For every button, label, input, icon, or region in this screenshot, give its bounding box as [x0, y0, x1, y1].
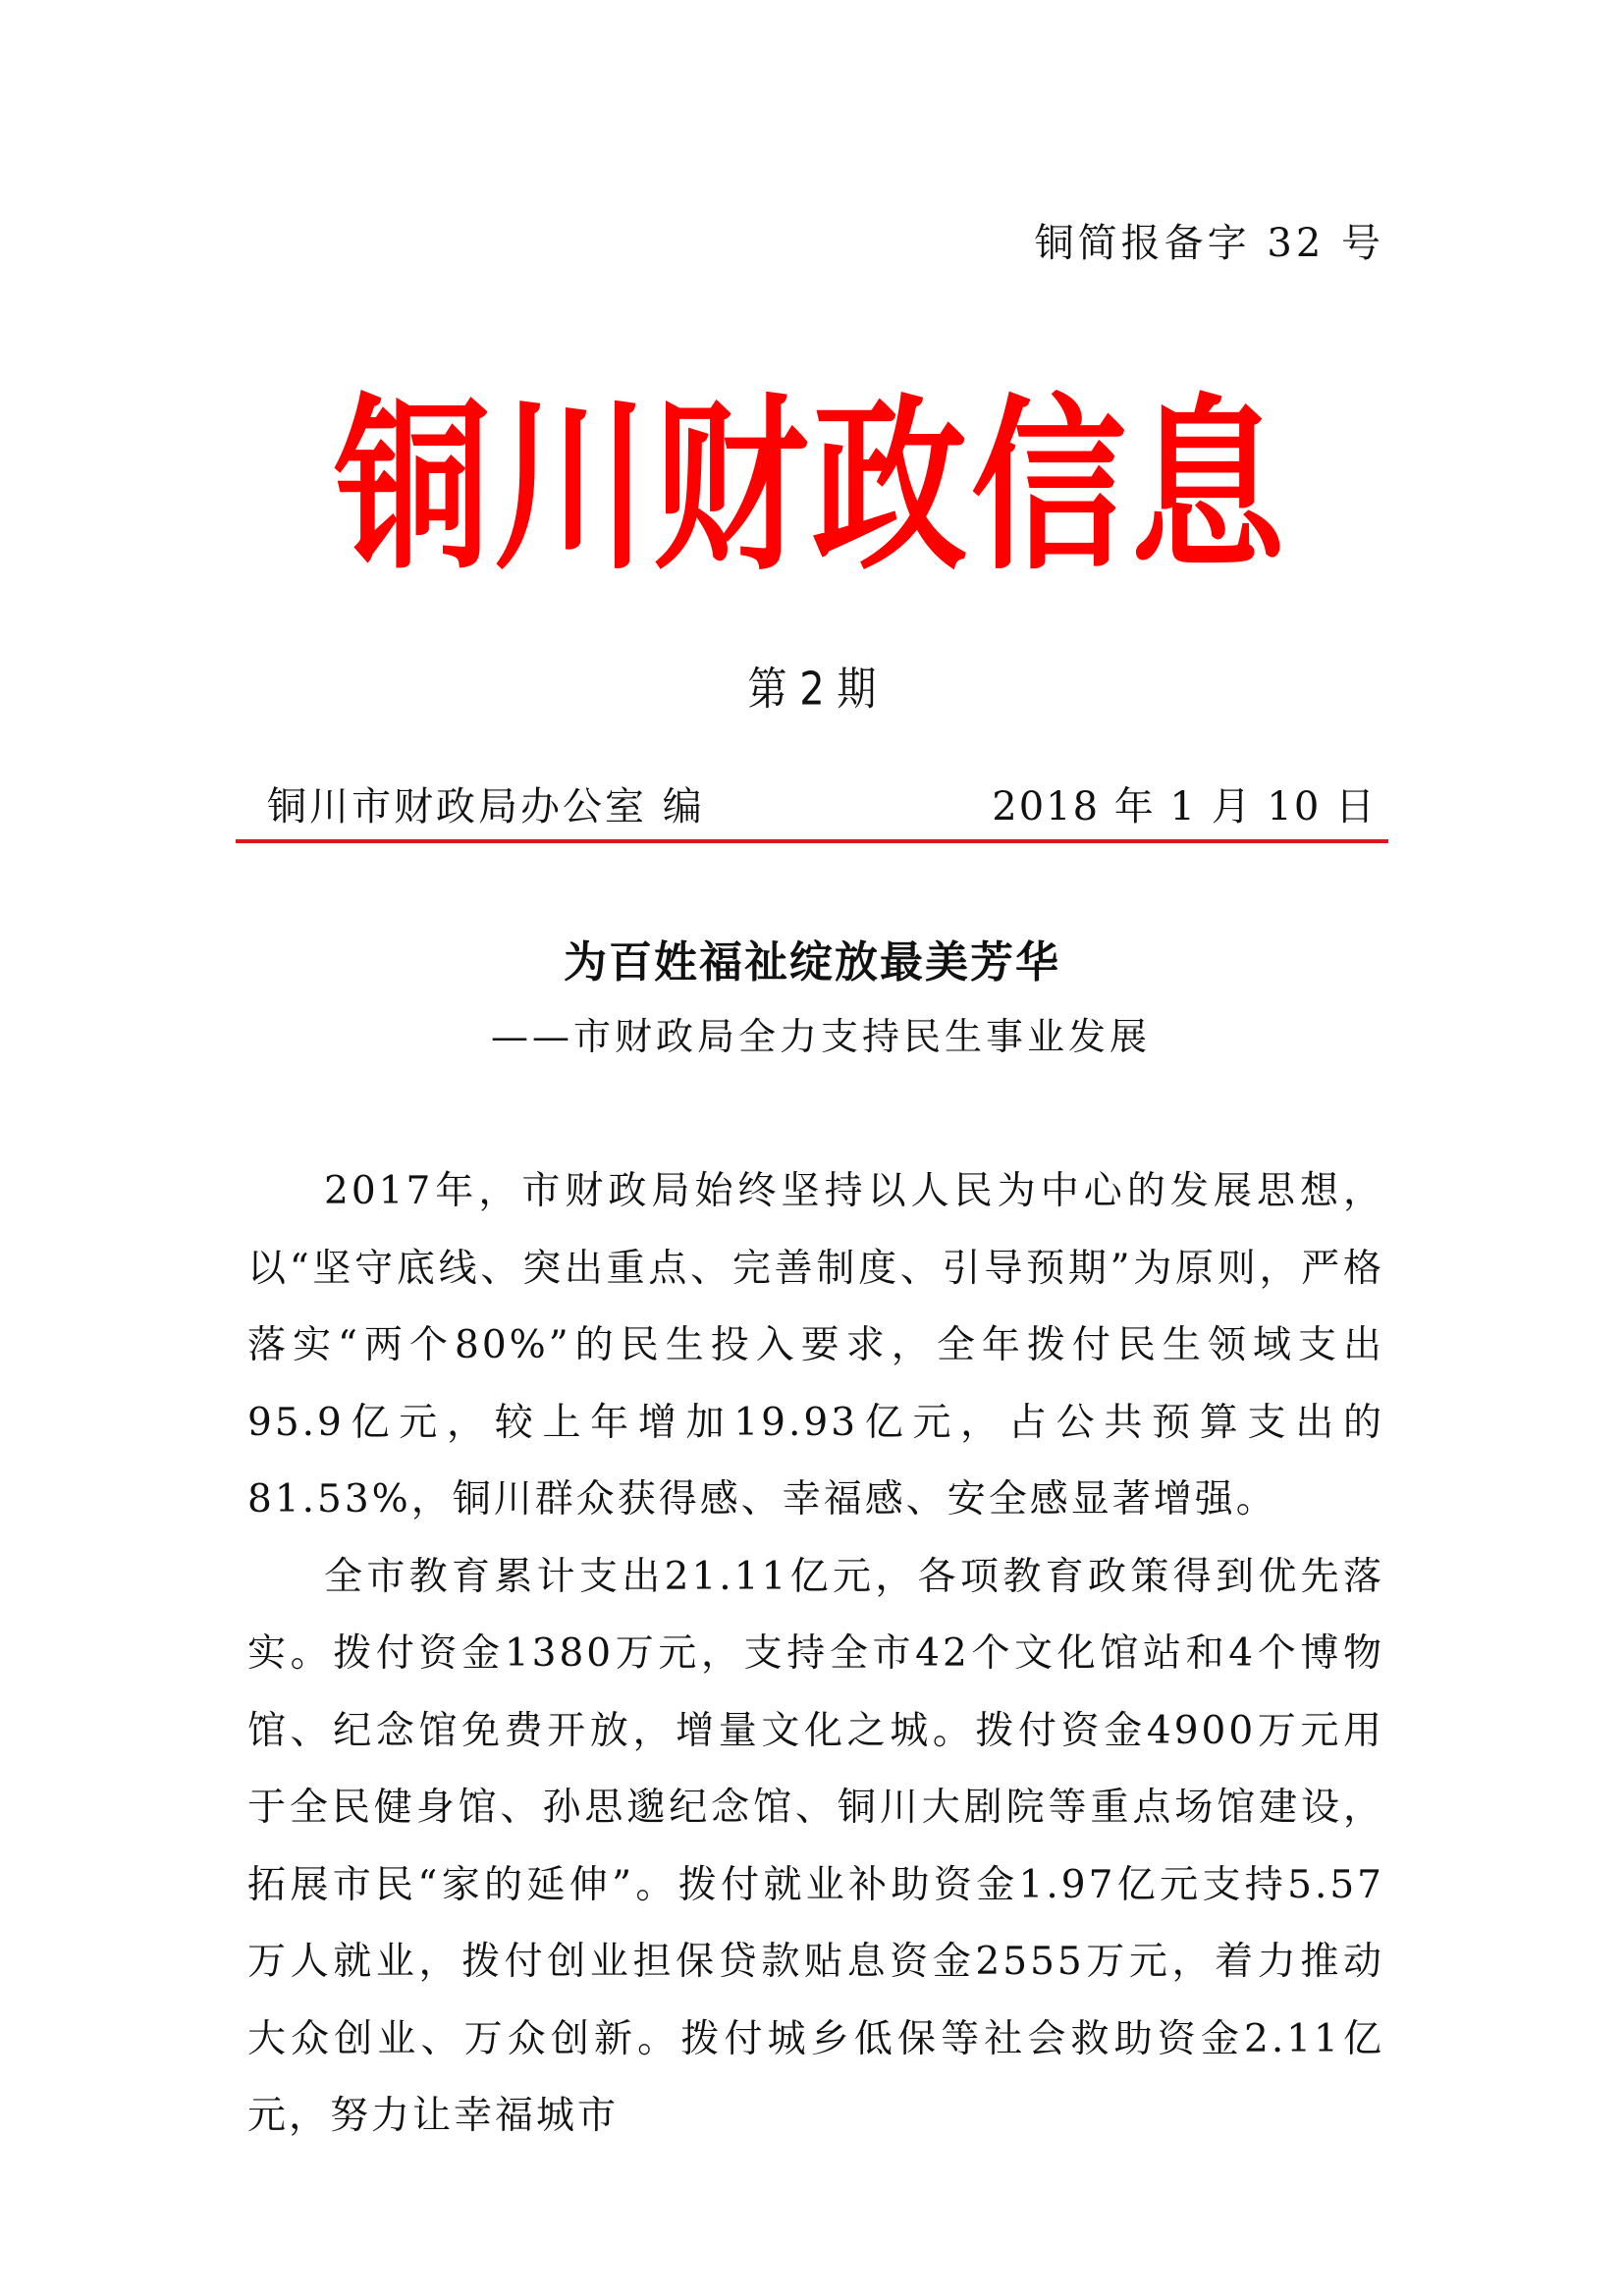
- article-paragraph: 全市教育累计支出21.11亿元，各项教育政策得到优先落实。拨付资金1380万元，支持全市42个文化馆站和4个博物馆、纪念馆免费开放，增量文化之城。拨付资金4900万元用于全民健身馆、孙思邈纪念馆、铜川大剧院等重点场馆建设，拓展市民“家的延伸”。拨付就业补助资金1.97亿元支持5.57万人就业，拨付创业担保贷款贴息资金2555万元，着力推动大众创业、万众创新。拨付城乡低保等社会救助资金2.11亿元，努力让幸福城市: [247, 1554, 1384, 2138]
- editor-line: 铜川市财政局办公室 编: [267, 784, 705, 829]
- article-subtitle: ——市财政局全力支持民生事业发展: [491, 1015, 1152, 1058]
- article-paragraph: 2017年，市财政局始终坚持以人民为中心的发展思想，以“坚守底线、突出重点、完善制度、引导预期”为原则，严格落实“两个80%”的民生投入要求，全年拨付民生领域支出95.9亿元，较上年增加19.93亿元，占公共预算支出的81.53%，铜川群众获得感、幸福感、安全感显著增强。: [247, 1169, 1384, 1522]
- publish-date: 2018 年 1 月 10 日: [992, 784, 1377, 829]
- red-divider-rule: [236, 839, 1388, 843]
- masthead-title: 铜川财政信息: [335, 379, 1289, 596]
- document-number: 铜简报备字 32 号: [1034, 221, 1384, 266]
- issue-number: 第 2 期: [747, 664, 877, 716]
- article-body: [247, 1153, 1384, 2156]
- article-title: 为百姓福祉绽放最美芳华: [564, 937, 1060, 988]
